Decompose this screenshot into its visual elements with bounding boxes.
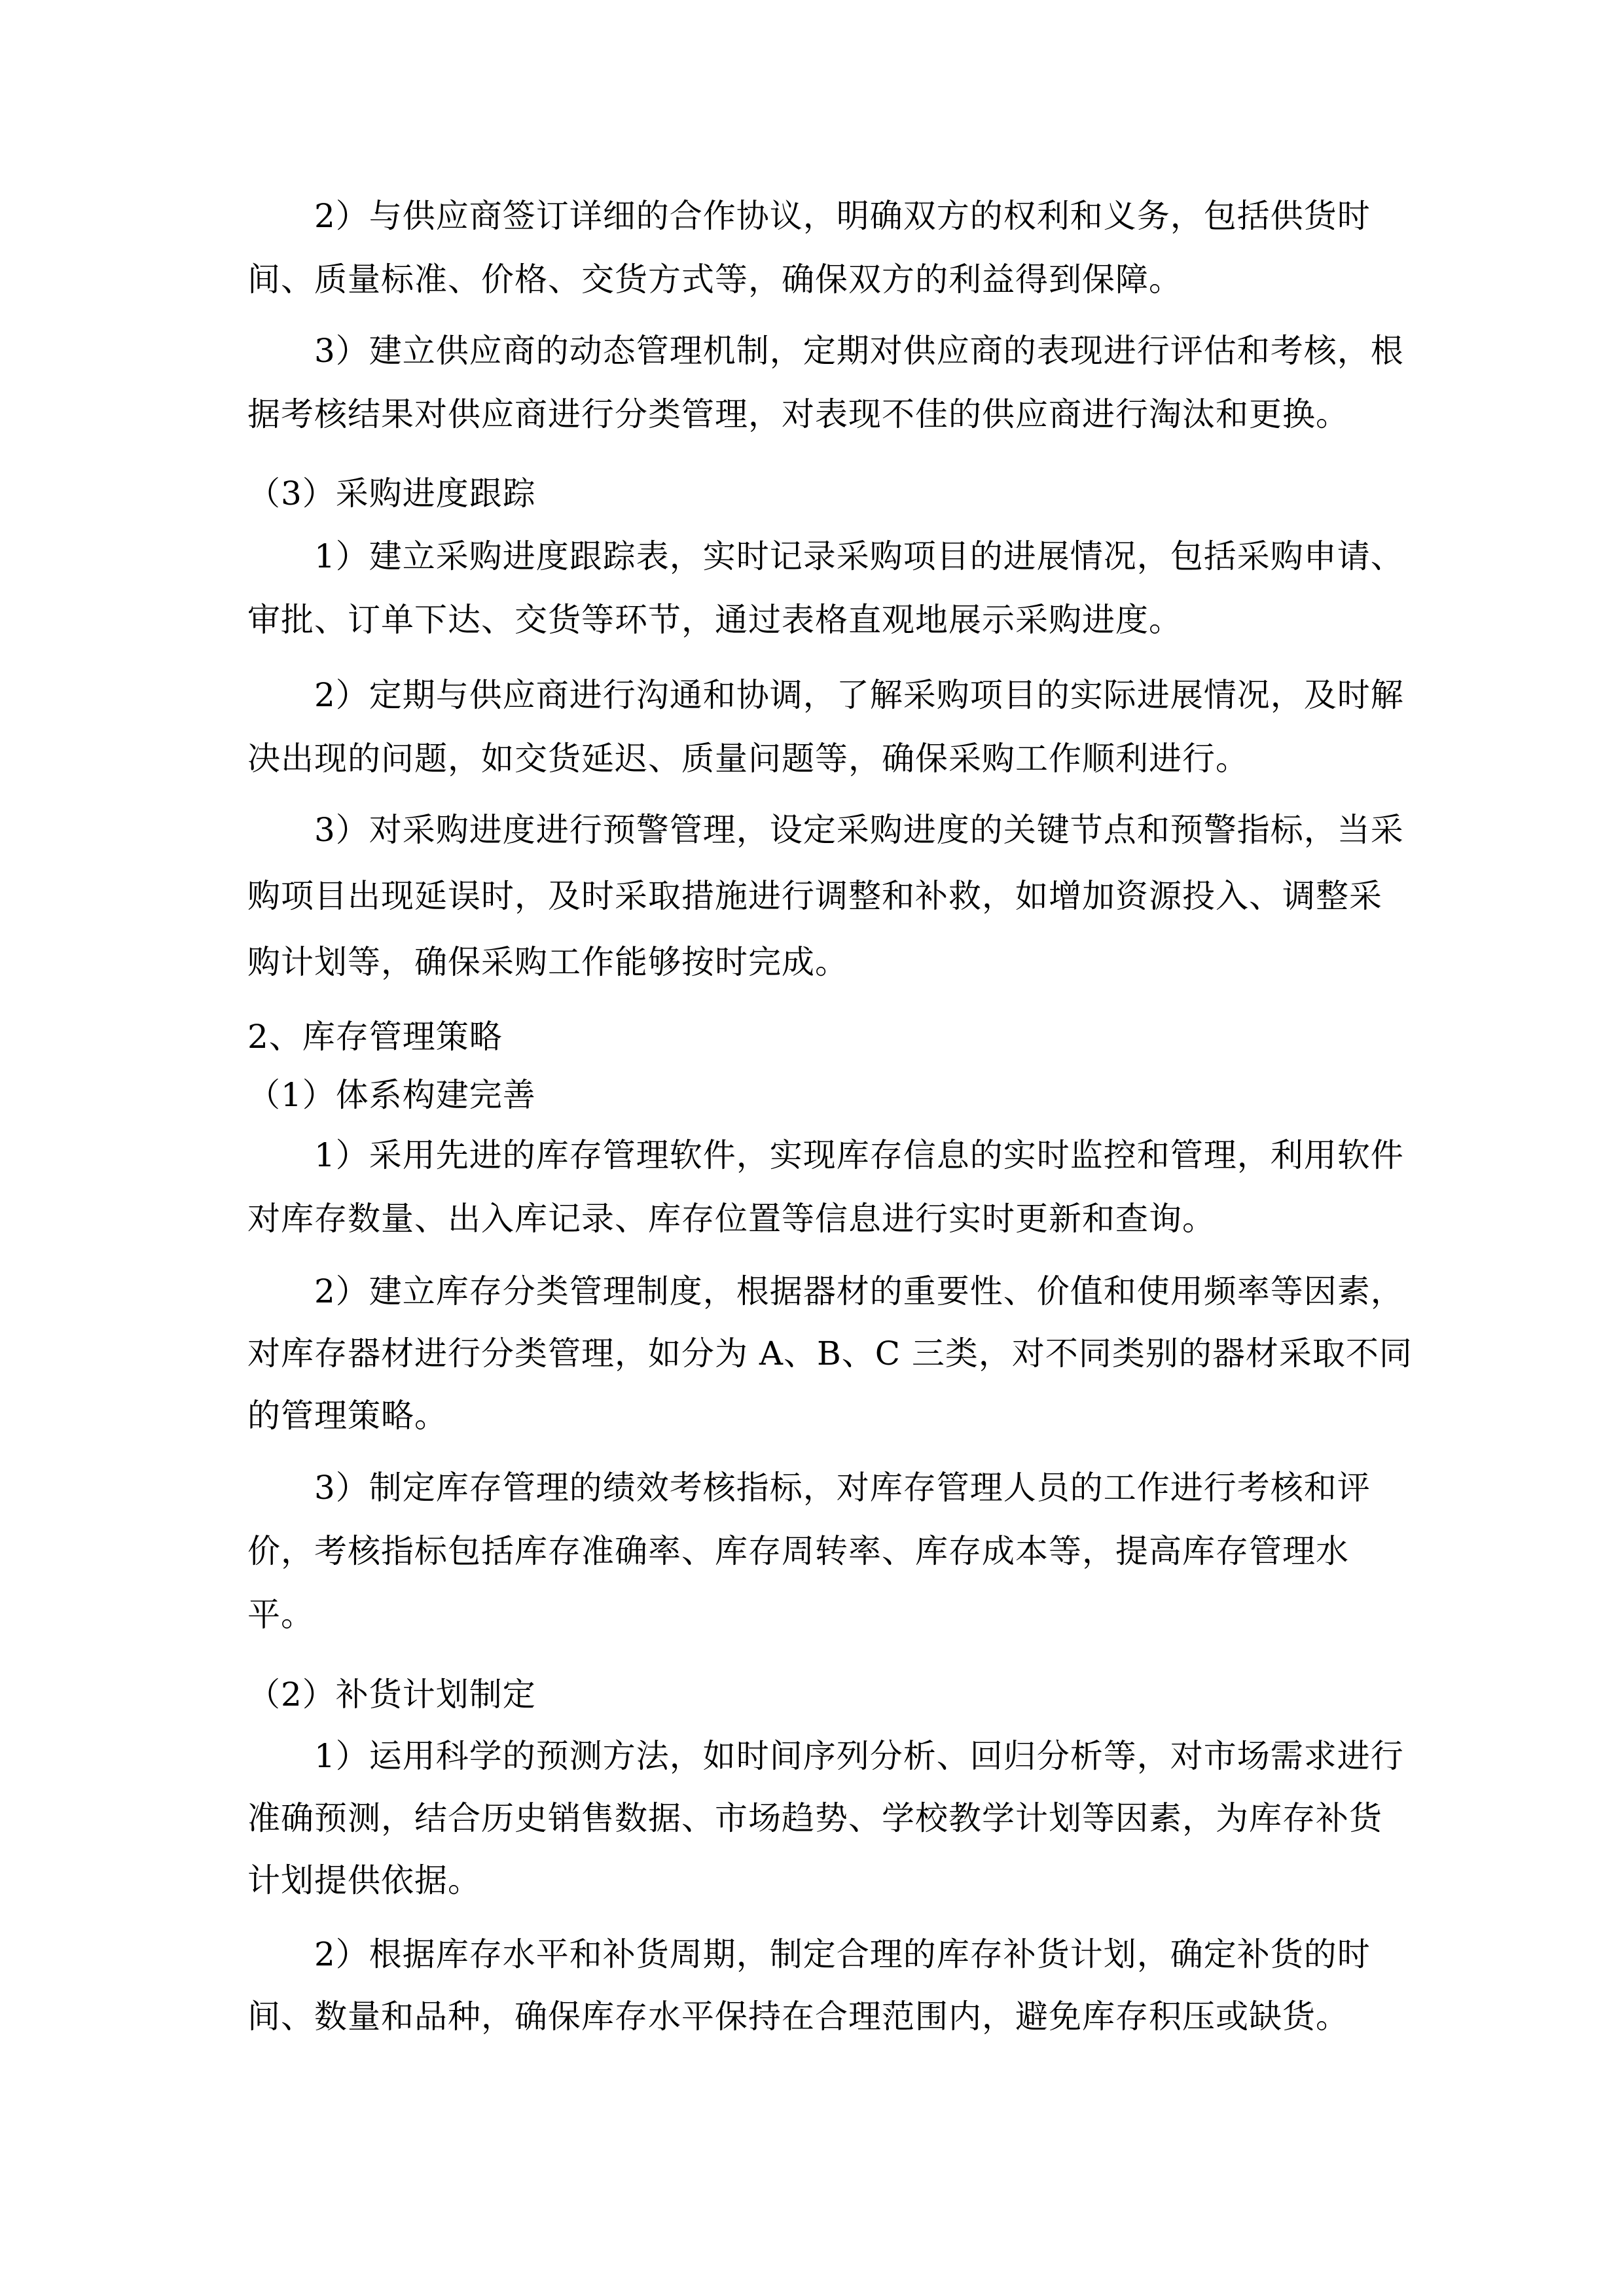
text-line: 决出现的问题，如交货延迟、质量问题等，确保采购工作顺利进行。: [247, 740, 1249, 778]
heading-system-construction: [247, 1064, 1399, 1127]
text-line: 准确预测，结合历史销售数据、市场趋势、学校教学计划等因素，为库存补货: [247, 1799, 1382, 1837]
text-line: 购项目出现延误时，及时采取措施进行调整和补救，如增加资源投入、调整采: [247, 877, 1382, 915]
paragraph-supplier-agreement: [247, 185, 1399, 312]
paragraph-supplier-communication: [247, 664, 1404, 791]
text-line: 据考核结果对供应商进行分类管理，对表现不佳的供应商进行淘汰和更换。: [247, 395, 1349, 433]
heading-text: （2）补货计划制定: [247, 1676, 536, 1713]
paragraph-replenishment-schedule: [247, 1924, 1399, 2048]
paragraph-supplier-dynamic-management: [247, 319, 1404, 446]
text-line: 平。: [247, 1596, 314, 1634]
heading-text: （1）体系构建完善: [247, 1076, 536, 1114]
text-line: 审批、订单下达、交货等环节，通过表格直观地展示采购进度。: [247, 601, 1182, 639]
heading-text: 2、库存管理策略: [247, 1018, 503, 1056]
text-line: 2）与供应商签订详细的合作协议，明确双方的权利和义务，包括供货时: [314, 197, 1371, 235]
text-line: 2）建立库存分类管理制度，根据器材的重要性、价值和使用频率等因素，: [314, 1272, 1404, 1310]
paragraph-inventory-classification: [247, 1261, 1413, 1447]
text-line: 1）运用科学的预测方法，如时间序列分析、回归分析等，对市场需求进行: [314, 1737, 1404, 1775]
paragraph-tracking-table: [247, 525, 1404, 652]
text-line: 1）采用先进的库存管理软件，实现库存信息的实时监控和管理，利用软件: [314, 1136, 1404, 1174]
text-line: 价，考核指标包括库存准确率、库存周转率、库存成本等，提高库存管理水: [247, 1532, 1349, 1570]
text-line: 2）根据库存水平和补货周期，制定合理的库存补货计划，确定补货的时: [314, 1935, 1371, 1973]
text-line: 3）制定库存管理的绩效考核指标，对库存管理人员的工作进行考核和评: [314, 1469, 1371, 1507]
text-line: 间、数量和品种，确保库存水平保持在合理范围内，避免库存积压或缺货。: [247, 1998, 1349, 2036]
heading-procurement-progress-tracking: [247, 462, 1399, 526]
text-line: 的管理策略。: [247, 1397, 448, 1435]
text-line: 间、质量标准、价格、交货方式等，确保双方的利益得到保障。: [247, 260, 1182, 298]
text-line: 计划提供依据。: [247, 1861, 481, 1899]
heading-replenishment-plan: [247, 1663, 1399, 1727]
text-line: 3）对采购进度进行预警管理，设定采购进度的关键节点和预警指标，当采: [314, 811, 1404, 849]
paragraph-inventory-software: [247, 1124, 1404, 1251]
text-line: 1）建立采购进度跟踪表，实时记录采购项目的进展情况，包括采购申请、: [314, 537, 1404, 575]
text-line: 对库存数量、出入库记录、库存位置等信息进行实时更新和查询。: [247, 1200, 1216, 1238]
text-line: 3）建立供应商的动态管理机制，定期对供应商的表现进行评估和考核，根: [314, 332, 1404, 370]
paragraph-performance-indicators: [247, 1456, 1399, 1647]
paragraph-progress-warning: [247, 797, 1404, 996]
heading-text: （3）采购进度跟踪: [247, 475, 536, 512]
text-line: 2）定期与供应商进行沟通和协调，了解采购项目的实际进展情况，及时解: [314, 676, 1404, 714]
heading-inventory-strategy: [247, 1005, 1399, 1069]
paragraph-demand-forecasting: [247, 1725, 1404, 1912]
text-line: 购计划等，确保采购工作能够按时完成。: [247, 943, 848, 981]
text-line: 对库存器材进行分类管理，如分为 A、B、C 三类，对不同类别的器材采取不同: [247, 1335, 1413, 1372]
